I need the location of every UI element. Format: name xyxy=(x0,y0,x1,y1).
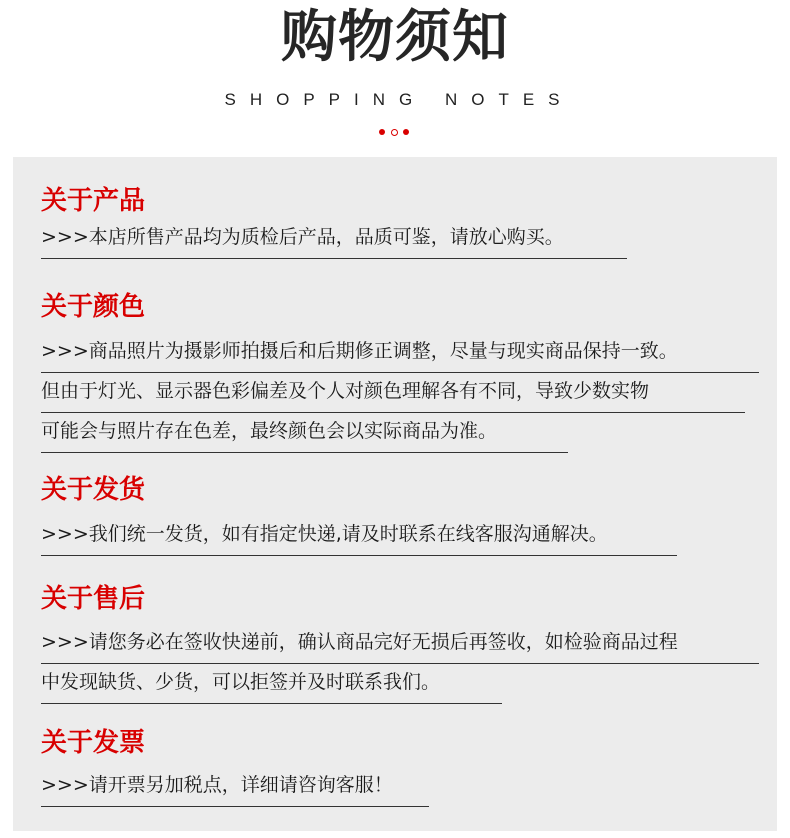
section-shipping xyxy=(41,473,761,545)
section-title: 关于颜色 xyxy=(41,292,146,322)
ring-dot-icon xyxy=(391,129,398,136)
section-title: 关于发票 xyxy=(41,728,146,758)
section-title: 关于发货 xyxy=(41,475,146,505)
decorative-dots xyxy=(379,128,411,138)
page-title: 购物须知 xyxy=(281,5,509,70)
section-line: >>>本店所售产品均为质检后产品，品质可鉴，请放心购买。 xyxy=(41,224,627,259)
section-invoice xyxy=(41,726,761,796)
section-product xyxy=(41,184,761,248)
dot-icon xyxy=(403,129,409,135)
section-line: 可能会与照片存在色差，最终颜色会以实际商品为准。 xyxy=(41,418,568,453)
section-line: >>>我们统一发货，如有指定快递,请及时联系在线客服沟通解决。 xyxy=(41,521,677,556)
section-aftersale xyxy=(41,582,761,693)
page-subtitle: SHOPPING NOTES xyxy=(224,90,574,109)
section-title: 关于产品 xyxy=(41,186,146,216)
section-line: >>>请开票另加税点，详细请咨询客服！ xyxy=(41,772,429,807)
notes-panel xyxy=(13,157,777,831)
section-line: 但由于灯光、显示器色彩偏差及个人对颜色理解各有不同，导致少数实物 xyxy=(41,378,745,413)
section-title: 关于售后 xyxy=(41,584,146,614)
section-line: >>>商品照片为摄影师拍摄后和后期修正调整，尽量与现实商品保持一致。 xyxy=(41,338,759,373)
section-line: >>>请您务必在签收快递前，确认商品完好无损后再签收，如检验商品过程 xyxy=(41,629,759,664)
dot-icon xyxy=(379,129,385,135)
page-header xyxy=(0,0,790,155)
section-color xyxy=(41,290,761,442)
section-line: 中发现缺货、少货，可以拒签并及时联系我们。 xyxy=(41,669,502,704)
